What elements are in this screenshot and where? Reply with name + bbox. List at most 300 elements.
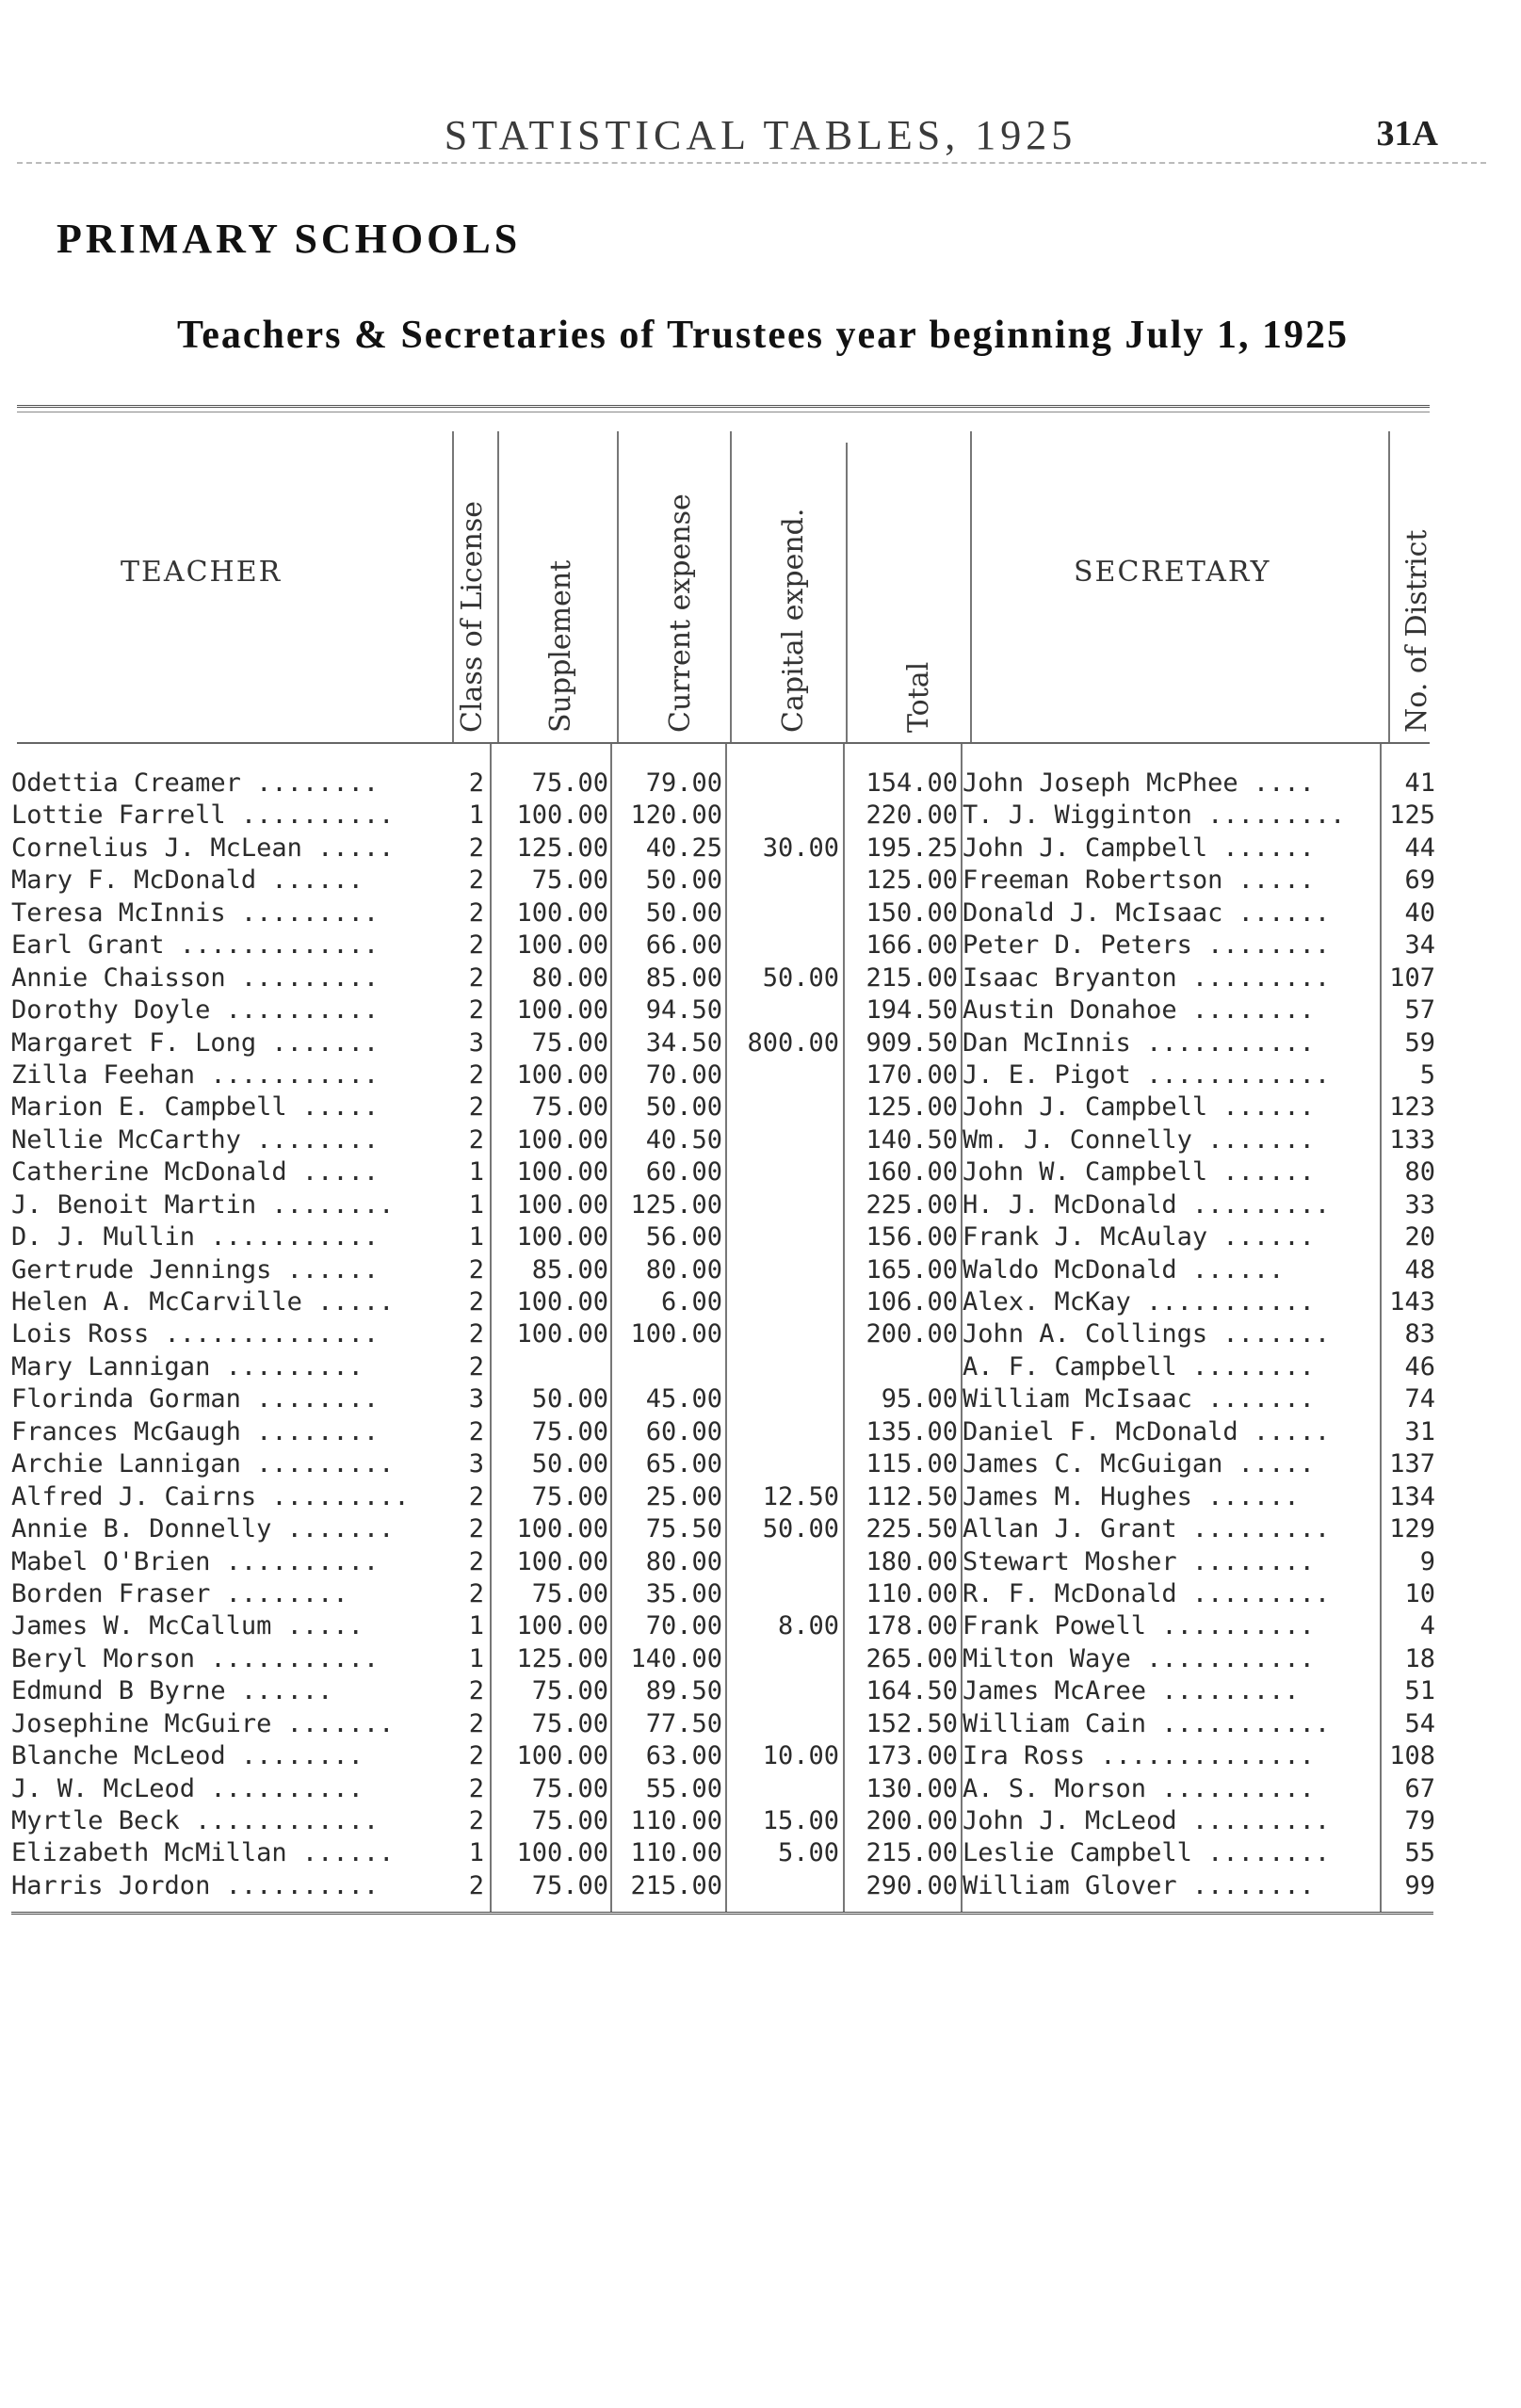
- running-head: STATISTICAL TABLES, 1925: [444, 112, 1077, 158]
- secretary-name: Ira Ross ..............: [963, 1741, 1315, 1771]
- district-number: 34: [1404, 930, 1435, 961]
- header-supplement: Supplement: [544, 559, 577, 733]
- table-top-rule: [17, 405, 1430, 412]
- teacher-name: Odettia Creamer ........: [11, 768, 380, 798]
- teacher-name: Myrtle Beck ............: [11, 1806, 380, 1835]
- district-number: 51: [1404, 1676, 1435, 1706]
- total: 110.00: [866, 1578, 958, 1608]
- current-expense: 79.00: [645, 768, 722, 798]
- capital-expend: 15.00: [762, 1806, 839, 1835]
- total: 180.00: [866, 1546, 958, 1576]
- district-number: 69: [1404, 865, 1435, 896]
- class-of-license: 2: [468, 1319, 484, 1349]
- table-row: [0, 1513, 1521, 1545]
- teacher-name: Marion E. Campbell .....: [11, 1092, 380, 1123]
- supplement: 75.00: [531, 1578, 608, 1608]
- secretary-name: William Cain ...........: [963, 1708, 1331, 1738]
- capital-expend: 5.00: [777, 1838, 839, 1868]
- class-of-license: 2: [468, 1514, 484, 1544]
- current-expense: 125.00: [630, 1189, 722, 1220]
- table-row: [0, 865, 1521, 897]
- current-expense: 70.00: [645, 1611, 722, 1641]
- table-row: [0, 1059, 1521, 1091]
- current-expense: 100.00: [630, 1319, 722, 1349]
- supplement: 100.00: [516, 1611, 608, 1641]
- capital-expend: 800.00: [747, 1027, 839, 1058]
- current-expense: 80.00: [645, 1546, 722, 1576]
- class-of-license: 1: [468, 1643, 484, 1673]
- district-number: 40: [1404, 897, 1435, 928]
- table-row: [0, 1221, 1521, 1253]
- supplement: 100.00: [516, 1059, 608, 1090]
- supplement: 125.00: [516, 832, 608, 863]
- current-expense: 75.50: [645, 1514, 722, 1544]
- teacher-name: Frances McGaugh ........: [11, 1416, 380, 1446]
- class-of-license: 2: [468, 1708, 484, 1738]
- secretary-name: William Glover ........: [963, 1870, 1315, 1900]
- district-number: 125: [1389, 800, 1435, 831]
- secretary-name: William McIsaac .......: [963, 1384, 1315, 1414]
- teacher-name: Zilla Feehan ...........: [11, 1059, 380, 1090]
- total: 173.00: [866, 1741, 958, 1771]
- secretary-name: John J. McLeod .........: [963, 1806, 1331, 1835]
- teacher-name: Archie Lannigan .........: [11, 1449, 395, 1479]
- page-number: 31A: [1376, 114, 1438, 154]
- current-expense: 80.00: [645, 1254, 722, 1285]
- col-rule: [497, 431, 499, 742]
- teacher-name: Helen A. McCarville .....: [11, 1287, 395, 1317]
- supplement: 100.00: [516, 1514, 608, 1544]
- total: 195.25: [866, 832, 958, 863]
- supplement: 75.00: [531, 1092, 608, 1123]
- current-expense: 40.50: [645, 1124, 722, 1155]
- supplement: 75.00: [531, 865, 608, 896]
- supplement: 75.00: [531, 768, 608, 798]
- supplement: 75.00: [531, 1870, 608, 1900]
- class-of-license: 1: [468, 1611, 484, 1641]
- table-row: [0, 1870, 1521, 1902]
- supplement: 100.00: [516, 1287, 608, 1317]
- current-expense: 65.00: [645, 1449, 722, 1479]
- supplement: 100.00: [516, 1189, 608, 1220]
- total: 909.50: [866, 1027, 958, 1058]
- class-of-license: 2: [468, 897, 484, 928]
- class-of-license: 2: [468, 1416, 484, 1446]
- teacher-name: Harris Jordon ..........: [11, 1870, 380, 1900]
- supplement: 75.00: [531, 1806, 608, 1835]
- total: 95.00: [881, 1384, 958, 1414]
- table-row: [0, 1675, 1521, 1707]
- current-expense: 89.50: [645, 1676, 722, 1706]
- total: 290.00: [866, 1870, 958, 1900]
- secretary-name: Allan J. Grant .........: [963, 1514, 1331, 1544]
- total: 200.00: [866, 1806, 958, 1835]
- teacher-name: Annie Chaisson .........: [11, 962, 380, 993]
- supplement: 80.00: [531, 962, 608, 993]
- district-number: 129: [1389, 1514, 1435, 1544]
- total: 194.50: [866, 995, 958, 1026]
- teacher-name: Lottie Farrell ..........: [11, 800, 395, 831]
- class-of-license: 2: [468, 1741, 484, 1771]
- secretary-name: R. F. McDonald .........: [963, 1578, 1331, 1608]
- teacher-name: Margaret F. Long .......: [11, 1027, 380, 1058]
- table-row: [0, 1091, 1521, 1123]
- district-number: 41: [1404, 768, 1435, 798]
- secretary-name: Wm. J. Connelly .......: [963, 1124, 1315, 1155]
- current-expense: 56.00: [645, 1222, 722, 1252]
- district-number: 83: [1404, 1319, 1435, 1349]
- supplement: 85.00: [531, 1254, 608, 1285]
- secretary-name: H. J. McDonald .........: [963, 1189, 1331, 1220]
- district-number: 59: [1404, 1027, 1435, 1058]
- class-of-license: 2: [468, 1124, 484, 1155]
- current-expense: 110.00: [630, 1806, 722, 1835]
- capital-expend: 12.50: [762, 1481, 839, 1511]
- capital-expend: 10.00: [762, 1741, 839, 1771]
- class-of-license: 2: [468, 930, 484, 961]
- class-of-license: 3: [468, 1027, 484, 1058]
- current-expense: 70.00: [645, 1059, 722, 1090]
- current-expense: 45.00: [645, 1384, 722, 1414]
- table-row: [0, 1773, 1521, 1805]
- total: 152.50: [866, 1708, 958, 1738]
- teacher-name: Blanche McLeod ........: [11, 1741, 364, 1771]
- district-number: 4: [1419, 1611, 1435, 1641]
- district-number: 55: [1404, 1838, 1435, 1868]
- current-expense: 77.50: [645, 1708, 722, 1738]
- total: 112.50: [866, 1481, 958, 1511]
- table-row: [0, 832, 1521, 865]
- current-expense: 6.00: [660, 1287, 722, 1317]
- supplement: 100.00: [516, 1838, 608, 1868]
- col-rule: [452, 431, 454, 742]
- district-number: 48: [1404, 1254, 1435, 1285]
- class-of-license: 2: [468, 832, 484, 863]
- class-of-license: 2: [468, 865, 484, 896]
- secretary-name: Peter D. Peters ........: [963, 930, 1331, 961]
- current-expense: 110.00: [630, 1838, 722, 1868]
- table-row: [0, 1610, 1521, 1642]
- section-title: PRIMARY SCHOOLS: [57, 216, 522, 262]
- table-row: [0, 1708, 1521, 1740]
- teacher-name: Gertrude Jennings ......: [11, 1254, 380, 1285]
- current-expense: 50.00: [645, 865, 722, 896]
- supplement: 75.00: [531, 1708, 608, 1738]
- teacher-name: Borden Fraser ........: [11, 1578, 348, 1608]
- class-of-license: 1: [468, 800, 484, 831]
- supplement: 100.00: [516, 1319, 608, 1349]
- district-number: 5: [1419, 1059, 1435, 1090]
- district-number: 80: [1404, 1157, 1435, 1188]
- secretary-name: J. E. Pigot ............: [963, 1059, 1331, 1090]
- secretary-name: John W. Campbell ......: [963, 1157, 1315, 1188]
- total: 130.00: [866, 1773, 958, 1803]
- table-row: [0, 1805, 1521, 1837]
- secretary-name: Frank Powell ..........: [963, 1611, 1315, 1641]
- class-of-license: 2: [468, 1481, 484, 1511]
- head-rule: [17, 162, 1486, 164]
- supplement: 75.00: [531, 1416, 608, 1446]
- current-expense: 50.00: [645, 1092, 722, 1123]
- supplement: 75.00: [531, 1773, 608, 1803]
- total: 225.00: [866, 1189, 958, 1220]
- district-number: 33: [1404, 1189, 1435, 1220]
- secretary-name: A. S. Morson ..........: [963, 1773, 1315, 1803]
- district-number: 143: [1389, 1287, 1435, 1317]
- secretary-name: John J. Campbell ......: [963, 832, 1315, 863]
- teacher-name: Florinda Gorman ........: [11, 1384, 380, 1414]
- total: 140.50: [866, 1124, 958, 1155]
- total: 178.00: [866, 1611, 958, 1641]
- total: 166.00: [866, 930, 958, 961]
- table-row: [0, 1286, 1521, 1318]
- district-number: 18: [1404, 1643, 1435, 1673]
- current-expense: 63.00: [645, 1741, 722, 1771]
- header-bottom-rule: [17, 742, 1430, 744]
- teacher-name: Mary F. McDonald ......: [11, 865, 364, 896]
- class-of-license: 2: [468, 1578, 484, 1608]
- col-rule: [617, 431, 619, 742]
- class-of-license: 1: [468, 1157, 484, 1188]
- total: 150.00: [866, 897, 958, 928]
- current-expense: 215.00: [630, 1870, 722, 1900]
- header-capital-expend: Capital expend.: [777, 508, 810, 733]
- header-teacher: TEACHER: [121, 556, 283, 589]
- class-of-license: 2: [468, 768, 484, 798]
- table-row: [0, 1643, 1521, 1675]
- supplement: 125.00: [516, 1643, 608, 1673]
- table-row: [0, 1448, 1521, 1480]
- district-number: 107: [1389, 962, 1435, 993]
- header-class-of-license: Class of License: [456, 500, 489, 733]
- total: 154.00: [866, 768, 958, 798]
- teacher-name: Mary Lannigan .........: [11, 1351, 364, 1382]
- district-number: 9: [1419, 1546, 1435, 1576]
- header-no-of-district: No. of District: [1400, 529, 1433, 733]
- teacher-name: Earl Grant .............: [11, 930, 380, 961]
- district-number: 99: [1404, 1870, 1435, 1900]
- teacher-name: D. J. Mullin ...........: [11, 1222, 380, 1252]
- district-number: 44: [1404, 832, 1435, 863]
- supplement: 100.00: [516, 930, 608, 961]
- teacher-name: Josephine McGuire .......: [11, 1708, 395, 1738]
- table-body: [0, 768, 1521, 1902]
- teacher-name: Dorothy Doyle ..........: [11, 995, 380, 1026]
- supplement: 100.00: [516, 1222, 608, 1252]
- teacher-name: Mabel O'Brien ..........: [11, 1546, 380, 1576]
- table-row: [0, 1254, 1521, 1286]
- total: 125.00: [866, 865, 958, 896]
- table-row: [0, 1189, 1521, 1221]
- col-rule: [846, 443, 848, 742]
- table-row: [0, 1578, 1521, 1610]
- class-of-license: 2: [468, 1059, 484, 1090]
- table-row: [0, 1416, 1521, 1448]
- current-expense: 35.00: [645, 1578, 722, 1608]
- district-number: 137: [1389, 1449, 1435, 1479]
- current-expense: 50.00: [645, 897, 722, 928]
- header-total: Total: [902, 661, 935, 733]
- supplement: 100.00: [516, 1546, 608, 1576]
- table-row: [0, 1546, 1521, 1578]
- class-of-license: 3: [468, 1384, 484, 1414]
- total: 135.00: [866, 1416, 958, 1446]
- current-expense: 55.00: [645, 1773, 722, 1803]
- secretary-name: Milton Waye ...........: [963, 1643, 1315, 1673]
- total: 156.00: [866, 1222, 958, 1252]
- class-of-license: 2: [468, 995, 484, 1026]
- class-of-license: 1: [468, 1838, 484, 1868]
- table-row: [0, 800, 1521, 832]
- capital-expend: 30.00: [762, 832, 839, 863]
- district-number: 31: [1404, 1416, 1435, 1446]
- total: 265.00: [866, 1643, 958, 1673]
- secretary-name: Dan McInnis ...........: [963, 1027, 1315, 1058]
- teacher-name: J. Benoit Martin ........: [11, 1189, 395, 1220]
- total: 200.00: [866, 1319, 958, 1349]
- district-number: 54: [1404, 1708, 1435, 1738]
- col-rule: [1388, 431, 1390, 742]
- district-number: 134: [1389, 1481, 1435, 1511]
- col-rule: [970, 431, 972, 742]
- class-of-license: 2: [468, 1092, 484, 1123]
- secretary-name: Alex. McKay ...........: [963, 1287, 1315, 1317]
- total: 215.00: [866, 1838, 958, 1868]
- secretary-name: James C. McGuigan .....: [963, 1449, 1315, 1479]
- supplement: 75.00: [531, 1676, 608, 1706]
- district-number: 20: [1404, 1222, 1435, 1252]
- district-number: 67: [1404, 1773, 1435, 1803]
- table-row: [0, 994, 1521, 1026]
- table-row: [0, 1156, 1521, 1188]
- secretary-name: James M. Hughes ......: [963, 1481, 1300, 1511]
- teacher-name: Teresa McInnis .........: [11, 897, 380, 928]
- class-of-license: 2: [468, 962, 484, 993]
- district-number: 74: [1404, 1384, 1435, 1414]
- teacher-name: Nellie McCarthy ........: [11, 1124, 380, 1155]
- table-bottom-rule: [11, 1912, 1433, 1916]
- current-expense: 66.00: [645, 930, 722, 961]
- secretary-name: John Joseph McPhee ....: [963, 768, 1315, 798]
- secretary-name: Leslie Campbell ........: [963, 1838, 1331, 1868]
- supplement: 50.00: [531, 1449, 608, 1479]
- district-number: 57: [1404, 995, 1435, 1026]
- secretary-name: Freeman Robertson .....: [963, 865, 1315, 896]
- table-row: [0, 929, 1521, 962]
- teacher-name: Lois Ross ..............: [11, 1319, 380, 1349]
- table-row: [0, 1837, 1521, 1869]
- current-expense: 94.50: [645, 995, 722, 1026]
- current-expense: 40.25: [645, 832, 722, 863]
- total: 115.00: [866, 1449, 958, 1479]
- secretary-name: Austin Donahoe ........: [963, 995, 1315, 1026]
- table-row: [0, 1318, 1521, 1350]
- supplement: 100.00: [516, 800, 608, 831]
- supplement: 100.00: [516, 1124, 608, 1155]
- table-row: [0, 768, 1521, 800]
- class-of-license: 2: [468, 1546, 484, 1576]
- district-number: 79: [1404, 1806, 1435, 1835]
- secretary-name: Stewart Mosher ........: [963, 1546, 1315, 1576]
- capital-expend: 8.00: [777, 1611, 839, 1641]
- table-row: [0, 1481, 1521, 1513]
- teacher-name: Edmund B Byrne ......: [11, 1676, 333, 1706]
- secretary-name: John J. Campbell ......: [963, 1092, 1315, 1123]
- total: 106.00: [866, 1287, 958, 1317]
- current-expense: 120.00: [630, 800, 722, 831]
- total: 164.50: [866, 1676, 958, 1706]
- district-number: 108: [1389, 1741, 1435, 1771]
- table-row: [0, 897, 1521, 929]
- teacher-name: J. W. McLeod ..........: [11, 1773, 364, 1803]
- capital-expend: 50.00: [762, 962, 839, 993]
- supplement: 100.00: [516, 995, 608, 1026]
- capital-expend: 50.00: [762, 1514, 839, 1544]
- teacher-name: Elizabeth McMillan ......: [11, 1838, 395, 1868]
- total: 160.00: [866, 1157, 958, 1188]
- current-expense: 60.00: [645, 1416, 722, 1446]
- secretary-name: T. J. Wigginton .........: [963, 800, 1346, 831]
- supplement: 100.00: [516, 897, 608, 928]
- secretary-name: Isaac Bryanton .........: [963, 962, 1331, 993]
- class-of-license: 1: [468, 1222, 484, 1252]
- current-expense: 85.00: [645, 962, 722, 993]
- teacher-name: Beryl Morson ...........: [11, 1643, 380, 1673]
- secretary-name: Daniel F. McDonald .....: [963, 1416, 1331, 1446]
- district-number: 123: [1389, 1092, 1435, 1123]
- class-of-license: 2: [468, 1287, 484, 1317]
- secretary-name: John A. Collings .......: [963, 1319, 1331, 1349]
- secretary-name: A. F. Campbell ........: [963, 1351, 1315, 1382]
- current-expense: 25.00: [645, 1481, 722, 1511]
- class-of-license: 2: [468, 1773, 484, 1803]
- class-of-license: 3: [468, 1449, 484, 1479]
- district-number: 10: [1404, 1578, 1435, 1608]
- secretary-name: Waldo McDonald ......: [963, 1254, 1285, 1285]
- teacher-name: Annie B. Donnelly .......: [11, 1514, 395, 1544]
- class-of-license: 2: [468, 1254, 484, 1285]
- table-row: [0, 1740, 1521, 1772]
- table-subtitle: Teachers & Secretaries of Trustees year beginning July 1, 1925: [177, 314, 1349, 357]
- supplement: 100.00: [516, 1741, 608, 1771]
- secretary-name: James McAree .........: [963, 1676, 1300, 1706]
- class-of-license: 2: [468, 1870, 484, 1900]
- district-number: 46: [1404, 1351, 1435, 1382]
- class-of-license: 1: [468, 1189, 484, 1220]
- table-row: [0, 1124, 1521, 1156]
- current-expense: 60.00: [645, 1157, 722, 1188]
- secretary-name: Donald J. McIsaac ......: [963, 897, 1331, 928]
- class-of-license: 2: [468, 1806, 484, 1835]
- supplement: 50.00: [531, 1384, 608, 1414]
- table-row: [0, 962, 1521, 994]
- total: 215.00: [866, 962, 958, 993]
- table-row: [0, 1383, 1521, 1415]
- header-current-expense: Current expense: [664, 493, 697, 733]
- secretary-name: Frank J. McAulay ......: [963, 1222, 1315, 1252]
- col-rule: [730, 431, 732, 742]
- current-expense: 34.50: [645, 1027, 722, 1058]
- total: 165.00: [866, 1254, 958, 1285]
- teacher-name: James W. McCallum .....: [11, 1611, 364, 1641]
- header-secretary: SECRETARY: [1074, 556, 1271, 589]
- class-of-license: 2: [468, 1676, 484, 1706]
- teacher-name: Alfred J. Cairns .........: [11, 1481, 410, 1511]
- table-row: [0, 1351, 1521, 1383]
- supplement: 75.00: [531, 1481, 608, 1511]
- current-expense: 140.00: [630, 1643, 722, 1673]
- supplement: 100.00: [516, 1157, 608, 1188]
